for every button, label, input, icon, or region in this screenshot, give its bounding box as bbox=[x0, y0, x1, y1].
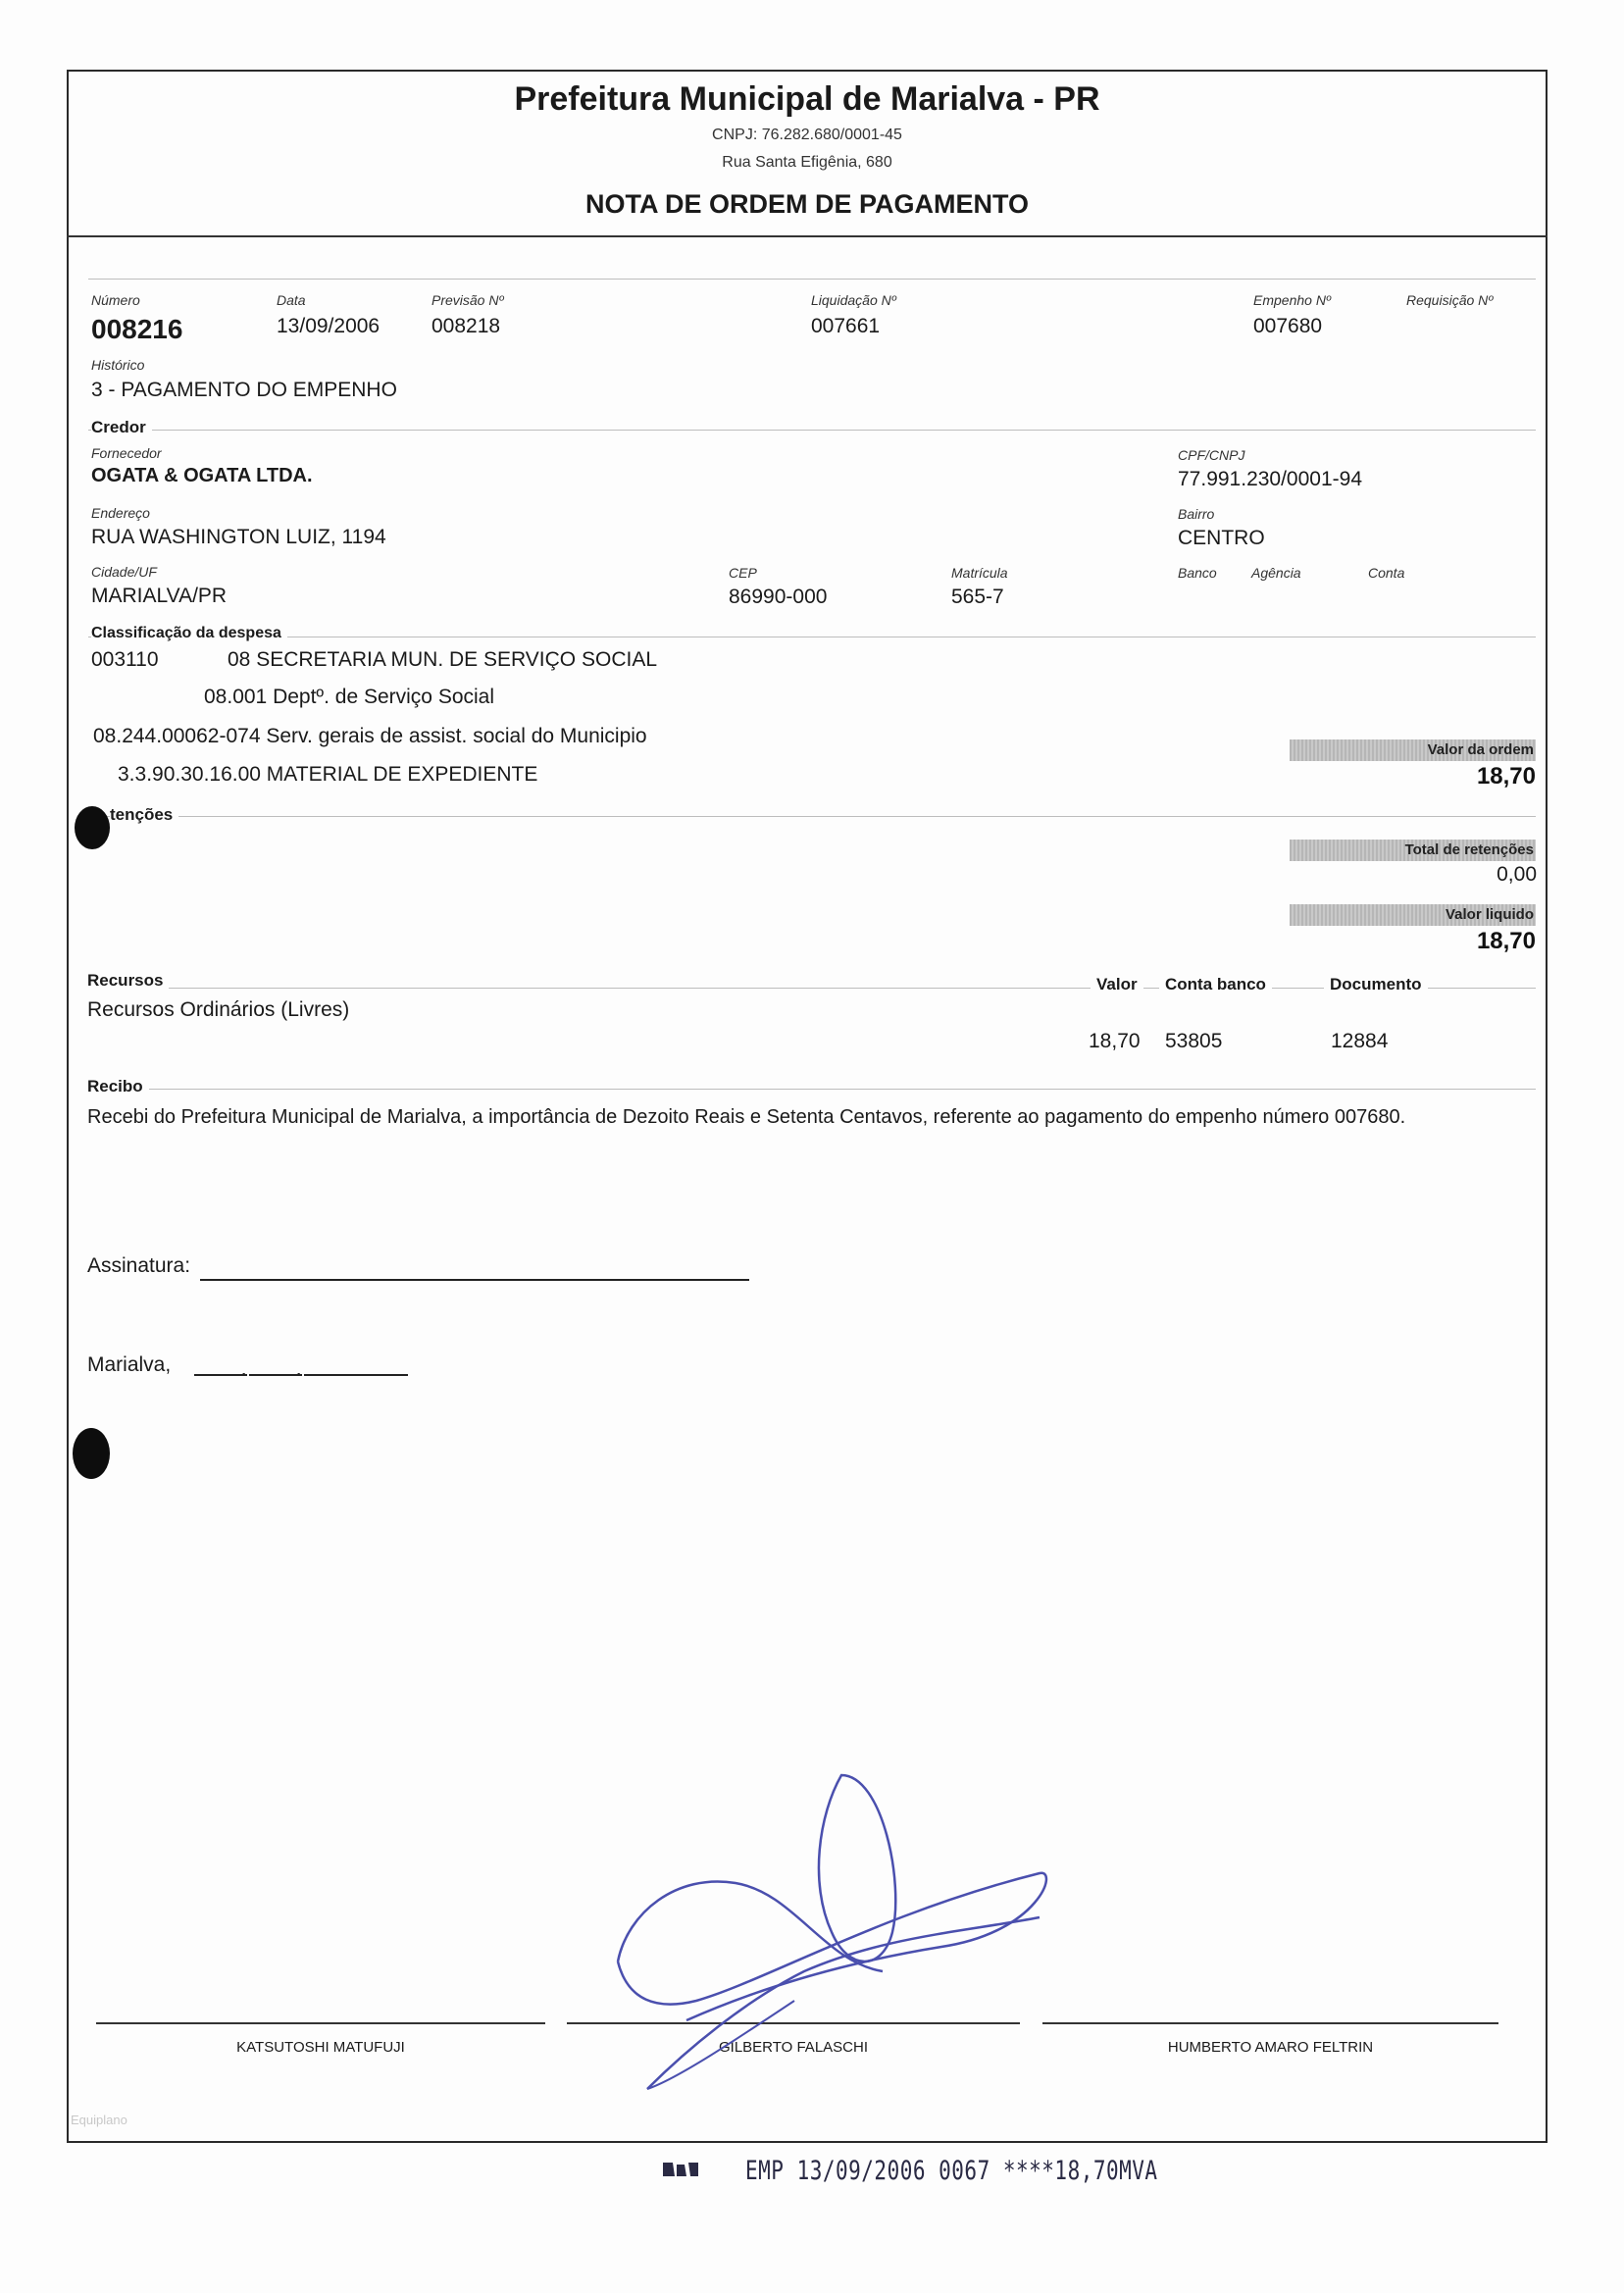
total-retencoes-label: Total de retenções bbox=[1404, 841, 1534, 858]
bairro-label: Bairro bbox=[1178, 506, 1215, 522]
fornecedor-value: OGATA & OGATA LTDA. bbox=[91, 465, 313, 486]
bank-stamp: EMP 13/09/2006 0067 ****18,70MVA bbox=[745, 2156, 1158, 2185]
cpf-label: CPF/CNPJ bbox=[1178, 447, 1245, 463]
cep-value: 86990-000 bbox=[729, 586, 828, 608]
banco-label: Banco bbox=[1178, 565, 1217, 581]
historico-label: Histórico bbox=[91, 357, 145, 373]
numero-label: Número bbox=[91, 292, 140, 308]
recursos-conta: 53805 bbox=[1165, 1030, 1223, 1052]
previsao-value: 008218 bbox=[431, 315, 501, 337]
header-divider bbox=[67, 235, 1548, 237]
recursos-valor: 18,70 bbox=[1089, 1030, 1141, 1052]
conta-label: Conta bbox=[1368, 565, 1405, 581]
valor-ordem-label: Valor da ordem bbox=[1427, 741, 1534, 758]
recibo-rule bbox=[88, 1089, 1536, 1090]
cidade-value: MARIALVA/PR bbox=[91, 585, 228, 607]
recursos-col-conta: Conta banco bbox=[1159, 975, 1272, 994]
date-blank-lines bbox=[194, 1373, 410, 1393]
recibo-text: Recebi do Prefeitura Municipal de Marialva, a importância de Dezoito Reais e Setenta Centavos, referente ao pagamento do empenho número 007680. bbox=[87, 1106, 1406, 1128]
ids-rule bbox=[88, 279, 1536, 280]
credor-rule bbox=[88, 430, 1536, 431]
punch-hole bbox=[75, 806, 110, 849]
cnpj-line: CNPJ: 76.282.680/0001-45 bbox=[712, 127, 902, 143]
data-label: Data bbox=[277, 292, 306, 308]
recursos-section: Recursos bbox=[87, 971, 169, 991]
valor-ordem-value: 18,70 bbox=[1476, 763, 1536, 790]
classificacao-line-4: 3.3.90.30.16.00 MATERIAL DE EXPEDIENTE bbox=[118, 763, 538, 786]
endereco-value: RUA WASHINGTON LUIZ, 1194 bbox=[91, 526, 386, 548]
equiplano-watermark: Equiplano bbox=[71, 2113, 127, 2127]
signatory-2: GILBERTO FALASCHI bbox=[719, 2039, 868, 2056]
numero-value: 008216 bbox=[91, 314, 183, 344]
assinatura-line bbox=[200, 1279, 749, 1281]
recursos-item: Recursos Ordinários (Livres) bbox=[87, 998, 350, 1021]
classificacao-code: 003110 bbox=[91, 648, 159, 671]
matricula-value: 565-7 bbox=[951, 586, 1004, 608]
empenho-value: 007680 bbox=[1253, 315, 1323, 337]
empenho-label: Empenho Nº bbox=[1253, 292, 1332, 308]
retencoes-rule bbox=[88, 816, 1536, 817]
requisicao-label: Requisição Nº bbox=[1406, 292, 1494, 308]
credor-section: Credor bbox=[91, 418, 152, 437]
classificacao-line-3: 08.244.00062-074 Serv. gerais de assist. social do Municipio bbox=[93, 725, 647, 747]
endereco-label: Endereço bbox=[91, 505, 150, 521]
valor-liquido-value: 18,70 bbox=[1476, 928, 1536, 954]
punch-hole bbox=[73, 1428, 110, 1479]
assinatura-label: Assinatura: bbox=[87, 1254, 191, 1277]
recursos-documento: 12884 bbox=[1331, 1030, 1389, 1052]
recursos-col-documento: Documento bbox=[1324, 975, 1428, 994]
recursos-col-valor: Valor bbox=[1091, 975, 1143, 994]
classificacao-line-2: 08.001 Deptº. de Serviço Social bbox=[204, 686, 495, 708]
recibo-section: Recibo bbox=[87, 1077, 149, 1096]
historico-value: 3 - PAGAMENTO DO EMPENHO bbox=[91, 379, 397, 401]
cep-label: CEP bbox=[729, 565, 757, 581]
recursos-rule bbox=[88, 988, 1536, 989]
fornecedor-label: Fornecedor bbox=[91, 445, 162, 461]
address-line: Rua Santa Efigênia, 680 bbox=[722, 154, 892, 171]
retencoes-section: tenções bbox=[110, 805, 178, 825]
classificacao-line-1: 08 SECRETARIA MUN. DE SERVIÇO SOCIAL bbox=[228, 648, 658, 671]
data-value: 13/09/2006 bbox=[277, 315, 381, 337]
liquidacao-label: Liquidação Nº bbox=[811, 292, 896, 308]
valor-liquido-label: Valor liquido bbox=[1445, 906, 1534, 923]
municipality-title: Prefeitura Municipal de Marialva - PR bbox=[514, 80, 1100, 118]
signatory-3: HUMBERTO AMARO FELTRIN bbox=[1167, 2039, 1374, 2056]
signatory-1: KATSUTOSHI MATUFUJI bbox=[236, 2039, 405, 2056]
signature-line-3 bbox=[1042, 2022, 1498, 2024]
valor-liquido-bar bbox=[1290, 904, 1536, 926]
total-retencoes-value: 0,00 bbox=[1497, 863, 1537, 886]
matricula-label: Matrícula bbox=[951, 565, 1008, 581]
stamp-logo-icon bbox=[663, 2161, 698, 2178]
bairro-value: CENTRO bbox=[1178, 527, 1265, 549]
local-label: Marialva, bbox=[87, 1353, 172, 1376]
valor-ordem-bar bbox=[1290, 739, 1536, 761]
agencia-label: Agência bbox=[1251, 565, 1301, 581]
signature-line-1 bbox=[96, 2022, 545, 2024]
handwritten-signature bbox=[588, 1736, 1079, 2109]
total-retencoes-bar bbox=[1290, 840, 1536, 861]
previsao-label: Previsão Nº bbox=[431, 292, 504, 308]
cidade-label: Cidade/UF bbox=[91, 564, 157, 580]
classificacao-section: Classificação da despesa bbox=[91, 625, 287, 642]
liquidacao-value: 007661 bbox=[811, 315, 881, 337]
cpf-value: 77.991.230/0001-94 bbox=[1178, 468, 1363, 490]
document-title: NOTA DE ORDEM DE PAGAMENTO bbox=[584, 189, 1029, 219]
